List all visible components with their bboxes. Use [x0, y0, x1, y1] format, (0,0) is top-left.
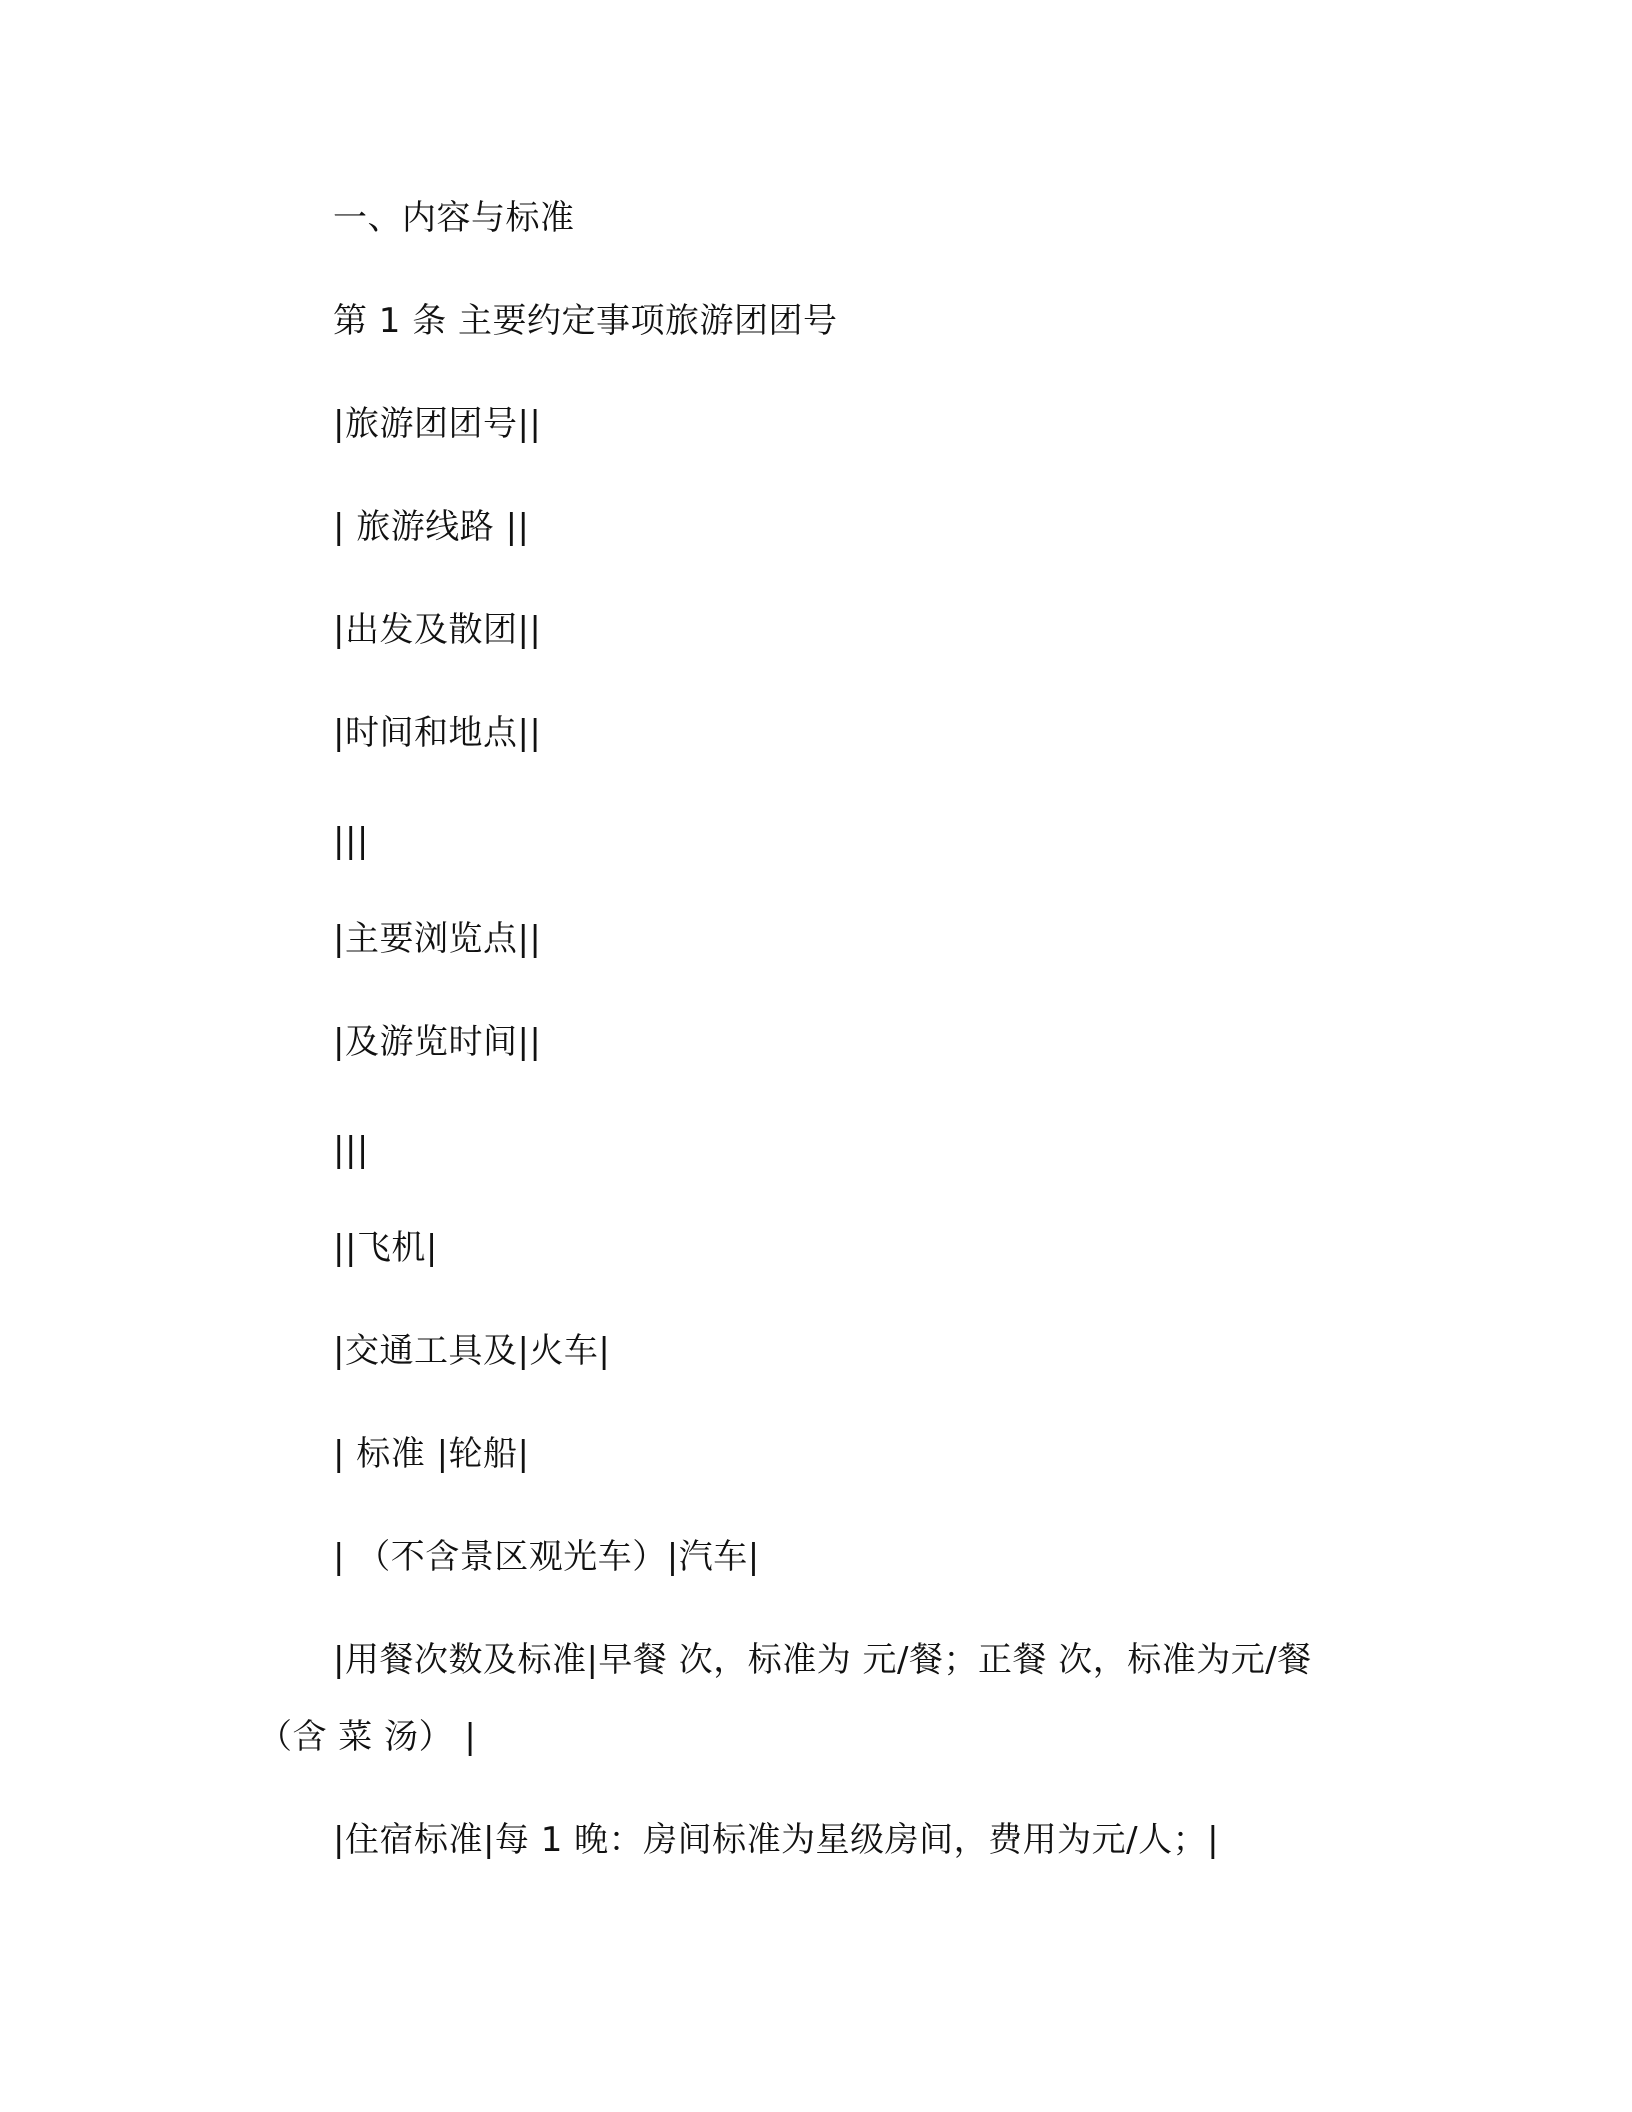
table-row: ||| — [333, 821, 369, 861]
article-title: 第 1 条 主要约定事项旅游团团号 — [333, 301, 838, 341]
meals-line-continued: （含 菜 汤） | — [258, 1717, 477, 1757]
table-row: ||飞机| — [333, 1228, 438, 1268]
table-row: ||| — [333, 1130, 369, 1170]
table-row: | （不含景区观光车）|汽车| — [333, 1537, 760, 1577]
lodging-line: |住宿标准|每 1 晚：房间标准为星级房间，费用为元/人；| — [333, 1820, 1220, 1860]
section-heading: 一、内容与标准 — [333, 198, 575, 238]
table-row: |主要浏览点|| — [333, 919, 542, 959]
table-row: |时间和地点|| — [333, 713, 542, 753]
table-row: |旅游团团号|| — [333, 404, 542, 444]
table-row: |交通工具及|火车| — [333, 1331, 611, 1371]
table-row: | 标准 |轮船| — [333, 1434, 530, 1474]
table-row: |及游览时间|| — [333, 1022, 542, 1062]
table-row: |出发及散团|| — [333, 610, 542, 650]
table-row: | 旅游线路 || — [333, 507, 530, 547]
meals-line: |用餐次数及标准|早餐 次，标准为 元/餐；正餐 次，标准为元/餐 — [333, 1640, 1312, 1680]
